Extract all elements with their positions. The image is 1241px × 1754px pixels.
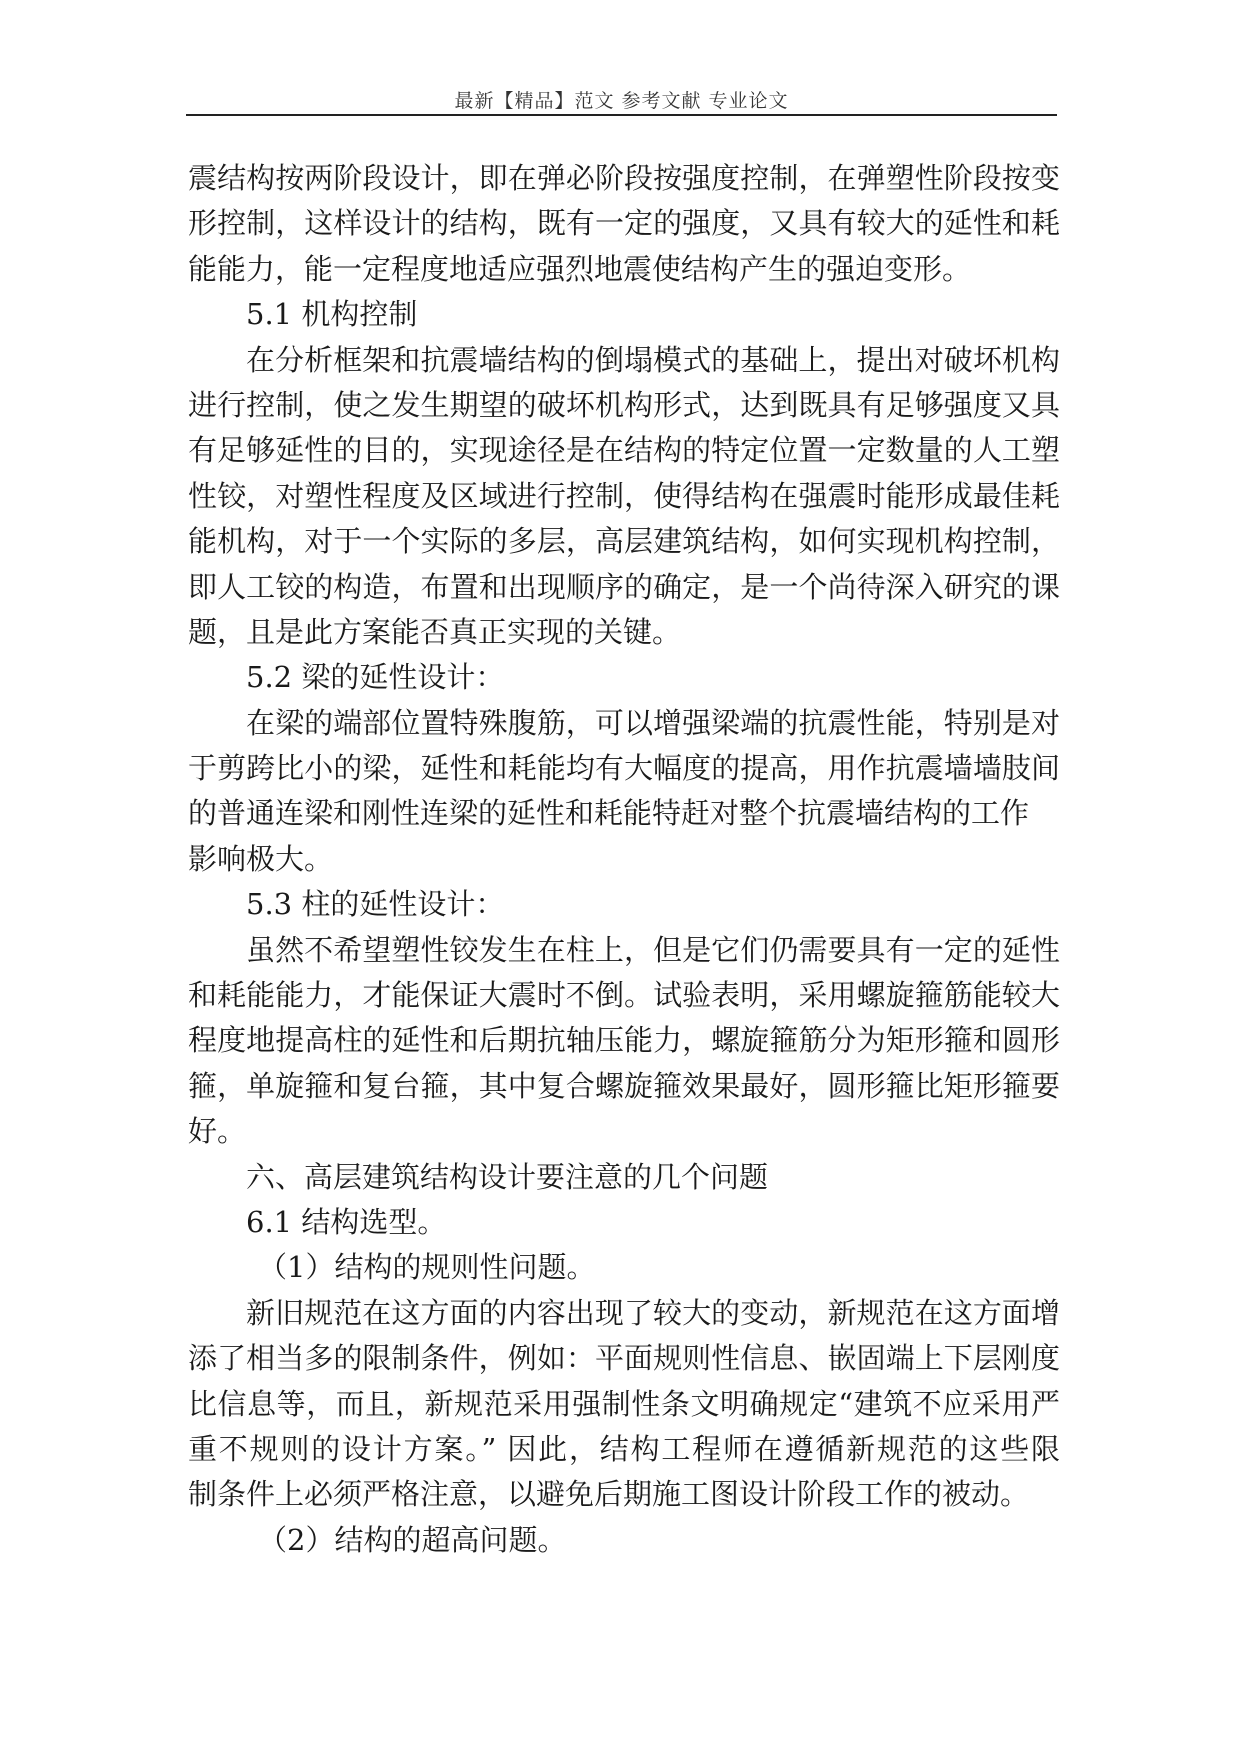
paragraph-line: 能机构，对于一个实际的多层，高层建筑结构，如何实现机构控制， [188, 524, 1060, 559]
list-item-2: （2）结构的超高问题。 [258, 1522, 567, 1557]
paragraph-line: 的普通连梁和刚性连梁的延性和耗能特赶对整个抗震墙结构的工作 [188, 796, 1030, 831]
paragraph-line: 在梁的端部位置特殊腹筋，可以增强梁端的抗震性能，特别是对 [246, 705, 1060, 740]
paragraph-line: 添了相当多的限制条件，例如：平面规则性信息、嵌固端上下层刚度 [188, 1341, 1060, 1376]
list-item-1: （1）结构的规则性问题。 [258, 1250, 596, 1285]
paragraph-line: 程度地提高柱的延性和后期抗轴压能力，螺旋箍筋分为矩形箍和圆形 [188, 1023, 1060, 1058]
section-heading-5-2: 5.2 梁的延性设计： [246, 660, 505, 695]
paragraph-line: 新旧规范在这方面的内容出现了较大的变动，新规范在这方面增 [246, 1295, 1060, 1330]
paragraph-line: 有足够延性的目的，实现途径是在结构的特定位置一定数量的人工塑 [188, 433, 1060, 468]
page-header: 最新【精品】范文 参考文献 专业论文 [454, 90, 789, 112]
paragraph-line: 即人工铰的构造，布置和出现顺序的确定，是一个尚待深入研究的课 [188, 569, 1060, 604]
section-heading-5-3: 5.3 柱的延性设计： [246, 887, 505, 922]
paragraph-line: 能能力，能一定程度地适应强烈地震使结构产生的强迫变形。 [188, 251, 972, 286]
paragraph-line: 在分析框架和抗震墙结构的倒塌模式的基础上，提出对破坏机构 [246, 342, 1060, 377]
paragraph-line: 和耗能能力，才能保证大震时不倒。试验表明，采用螺旋箍筋能较大 [188, 978, 1060, 1013]
paragraph-line: 题，且是此方案能否真正实现的关键。 [188, 614, 682, 649]
section-heading-6-1: 6.1 结构选型。 [246, 1204, 447, 1239]
paragraph-line: 箍，单旋箍和复台箍，其中复合螺旋箍效果最好，圆形箍比矩形箍要 [188, 1068, 1060, 1103]
paragraph-line: 制条件上必须严格注意，以避免后期施工图设计阶段工作的被动。 [188, 1477, 1030, 1512]
header-divider [186, 114, 1057, 116]
paragraph-line: 重不规则的设计方案。” 因此，结构工程师在遵循新规范的这些限 [188, 1431, 1060, 1466]
paragraph-line: 性铰，对塑性程度及区域进行控制，使得结构在强震时能形成最佳耗 [188, 478, 1060, 513]
paragraph-line: 影响极大。 [188, 841, 334, 876]
section-heading-5-1: 5.1 机构控制 [246, 297, 418, 332]
paragraph-line: 比信息等，而且，新规范采用强制性条文明确规定“建筑不应采用严 [188, 1386, 1060, 1421]
paragraph-line: 虽然不希望塑性铰发生在柱上，但是它们仍需要具有一定的延性 [246, 932, 1060, 967]
paragraph-line: 进行控制，使之发生期望的破坏机构形式，达到既具有足够强度又具 [188, 387, 1060, 422]
document-body [188, 156, 1060, 1563]
paragraph-line: 震结构按两阶段设计，即在弹必阶段按强度控制，在弹塑性阶段按变 [188, 161, 1060, 195]
paragraph-line: 形控制，这样设计的结构，既有一定的强度，又具有较大的延性和耗 [188, 206, 1060, 241]
section-heading-6: 六、高层建筑结构设计要注意的几个问题 [246, 1159, 769, 1194]
paragraph-line: 于剪跨比小的梁，延性和耗能均有大幅度的提高，用作抗震墙墙肢间 [188, 751, 1060, 786]
paragraph-line: 好。 [188, 1114, 247, 1149]
